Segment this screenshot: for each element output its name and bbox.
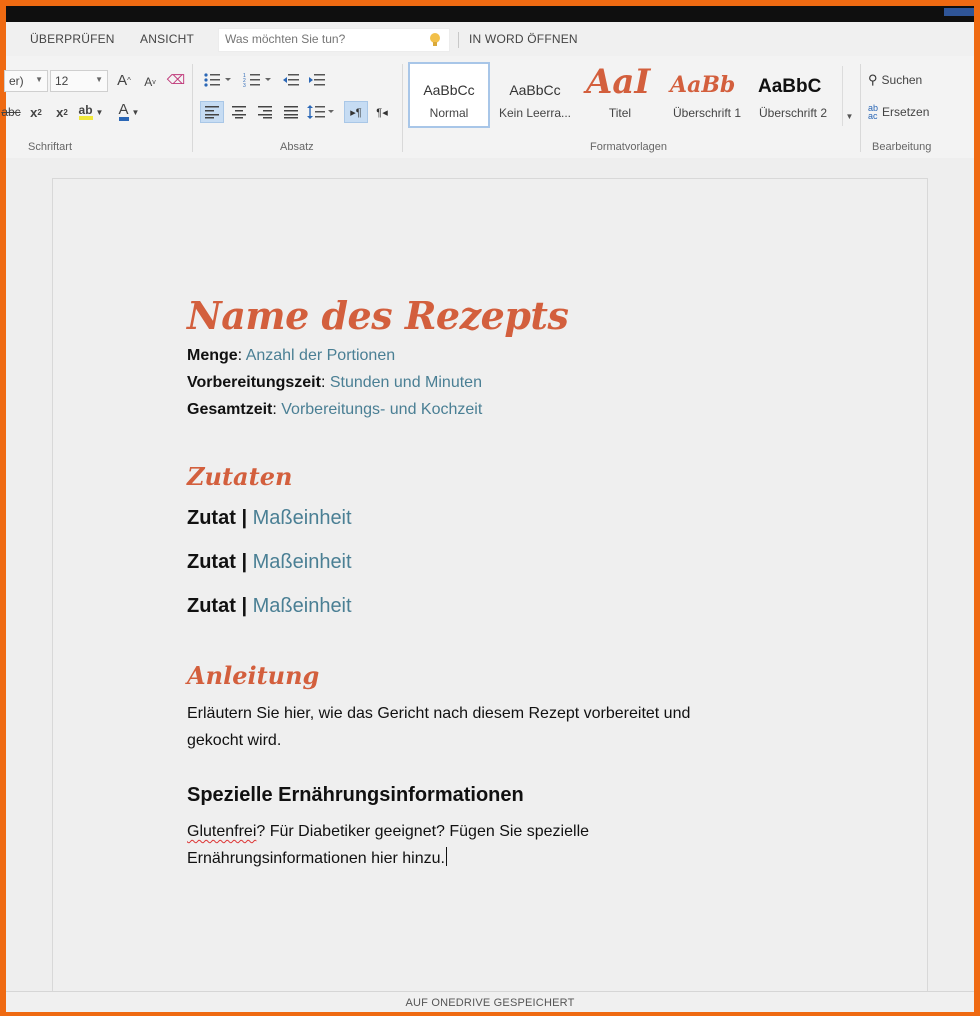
meta-line[interactable]: Vorbereitungszeit: Stunden und Minuten: [187, 374, 482, 391]
ribbon: [1, 56, 974, 159]
line-spacing-icon[interactable]: [306, 101, 336, 123]
style-sample: AaBbCc: [509, 82, 561, 98]
ingredients-heading[interactable]: Zutaten: [187, 462, 293, 491]
status-bar: [6, 991, 974, 1012]
editing-group-label: Bearbeitung: [872, 141, 932, 153]
ribbon-tabs: [6, 22, 974, 56]
meta-value: Anzahl der Portionen: [245, 347, 396, 364]
nutrition-line: Ernährungsinformationen hier hinzu.: [187, 850, 445, 867]
nutrition-heading[interactable]: Spezielle Ernährungsinformationen: [187, 784, 524, 806]
svg-text:3: 3: [243, 83, 246, 88]
align-left-icon[interactable]: [200, 101, 224, 123]
font-size-combo[interactable]: [50, 70, 108, 92]
find-button[interactable]: [868, 70, 922, 90]
shrink-font-icon[interactable]: A v: [144, 75, 156, 89]
ingredient-unit: Maßeinheit: [252, 507, 352, 529]
style-name: Kein Leerra...: [498, 106, 572, 120]
strikethrough-icon[interactable]: abc: [1, 105, 21, 119]
tell-me-box[interactable]: [218, 28, 450, 52]
highlight-color-icon[interactable]: ab ▼: [76, 102, 106, 122]
nutrition-line: ? Für Diabetiker geeignet? Fügen Sie spezielle: [256, 823, 590, 840]
increase-indent-icon[interactable]: [306, 70, 328, 90]
chevron-down-icon: ▼: [95, 75, 103, 84]
clear-formatting-icon[interactable]: ⌫: [166, 72, 186, 87]
bullets-icon[interactable]: [202, 70, 234, 90]
title-bar-accent: [944, 8, 974, 16]
styles-gallery: [408, 60, 858, 130]
ingredient-unit: Maßeinheit: [252, 595, 352, 617]
meta-label: Vorbereitungszeit: [187, 374, 321, 391]
instructions-text[interactable]: [187, 700, 777, 754]
style-name: Überschrift 2: [758, 106, 828, 120]
style-normal[interactable]: [408, 62, 490, 128]
instructions-line: gekocht wird.: [187, 732, 282, 749]
instructions-heading[interactable]: Anleitung: [187, 661, 320, 690]
tab-view[interactable]: ANSICHT: [140, 32, 195, 46]
style-heading-1[interactable]: [666, 62, 748, 128]
style-name: Normal: [429, 106, 469, 120]
replace-button[interactable]: [868, 102, 929, 122]
text-cursor: [446, 847, 447, 866]
window-frame-right: [974, 0, 980, 1016]
style-name: Überschrift 1: [672, 106, 742, 120]
ingredient-line[interactable]: [187, 551, 352, 574]
style-sample: AaI: [586, 62, 651, 102]
nutrition-text[interactable]: [187, 818, 777, 872]
font-group-label: Schriftart: [28, 141, 73, 153]
ingredient-item: Zutat: [187, 551, 236, 573]
group-separator: [402, 64, 403, 152]
instructions-line: Erläutern Sie hier, wie das Gericht nach diesem Rezept vorbereitet und: [187, 705, 691, 722]
font-name-value: er): [9, 74, 24, 88]
superscript-icon[interactable]: x 2: [56, 104, 68, 120]
paragraph-group-label: Absatz: [280, 141, 314, 153]
ingredient-separator: |: [241, 595, 248, 617]
align-right-icon[interactable]: [254, 101, 276, 123]
meta-value: Stunden und Minuten: [329, 374, 482, 391]
style-sample: AaBbCc: [423, 82, 475, 98]
font-color-icon[interactable]: A ▼: [114, 102, 144, 122]
document-area: [6, 158, 974, 992]
ingredient-item: Zutat: [187, 507, 236, 529]
svg-text:1: 1: [243, 73, 246, 79]
style-sample: AaBbC: [758, 76, 822, 97]
svg-text:2: 2: [243, 78, 246, 84]
ingredient-line[interactable]: [187, 595, 352, 618]
meta-value: Vorbereitungs- und Kochzeit: [281, 401, 483, 418]
title-bar: [6, 6, 980, 22]
style-title[interactable]: [580, 62, 660, 128]
document-page[interactable]: [52, 178, 928, 1009]
numbering-icon[interactable]: [242, 70, 274, 90]
ltr-direction-icon[interactable]: ▸¶: [344, 101, 368, 123]
window-frame-bottom: [0, 1012, 980, 1016]
replace-icon: ab ac: [868, 103, 879, 121]
ingredient-unit: Maßeinheit: [252, 551, 352, 573]
style-no-spacing[interactable]: [494, 62, 576, 128]
ingredient-separator: |: [241, 551, 248, 573]
chevron-down-icon: ▼: [35, 75, 43, 84]
font-name-combo[interactable]: [4, 70, 48, 92]
replace-label: Ersetzen: [882, 105, 930, 119]
tab-review[interactable]: ÜBERPRÜFEN: [30, 32, 115, 46]
decrease-indent-icon[interactable]: [280, 70, 302, 90]
group-separator: [860, 64, 861, 152]
save-status: AUF ONEDRIVE GESPEICHERT: [405, 997, 575, 1009]
tab-separator: [458, 32, 459, 48]
tab-open-in-word[interactable]: IN WORD ÖFFNEN: [469, 32, 578, 46]
styles-group-label: Formatvorlagen: [590, 141, 668, 153]
meta-label: Gesamtzeit: [187, 401, 273, 418]
binoculars-icon: ⚲: [868, 72, 878, 87]
subscript-icon[interactable]: x 2: [30, 104, 42, 120]
recipe-title[interactable]: Name des Rezepts: [187, 293, 569, 338]
ingredient-separator: |: [241, 507, 248, 529]
meta-line[interactable]: Menge: Anzahl der Portionen: [187, 347, 396, 364]
font-size-value: 12: [55, 74, 69, 88]
tell-me-input[interactable]: [219, 29, 431, 49]
style-sample: AaBb: [670, 72, 736, 98]
lightbulb-icon[interactable]: [427, 31, 443, 49]
meta-label: Menge: [187, 347, 238, 364]
align-center-icon[interactable]: [228, 101, 250, 123]
style-name: Titel: [608, 106, 632, 120]
justify-icon[interactable]: [280, 101, 302, 123]
style-heading-2[interactable]: [752, 62, 834, 128]
group-separator: [192, 64, 193, 152]
find-label: Suchen: [881, 73, 923, 87]
ingredient-item: Zutat: [187, 595, 236, 617]
rtl-direction-icon[interactable]: ¶◂: [376, 106, 388, 119]
meta-line[interactable]: Gesamtzeit: Vorbereitungs- und Kochzeit: [187, 401, 483, 418]
grow-font-icon[interactable]: A ^: [117, 71, 131, 89]
styles-more-icon[interactable]: ▼: [842, 66, 856, 126]
ingredient-line[interactable]: [187, 507, 352, 530]
misspelled-word[interactable]: Glutenfrei: [187, 823, 257, 840]
